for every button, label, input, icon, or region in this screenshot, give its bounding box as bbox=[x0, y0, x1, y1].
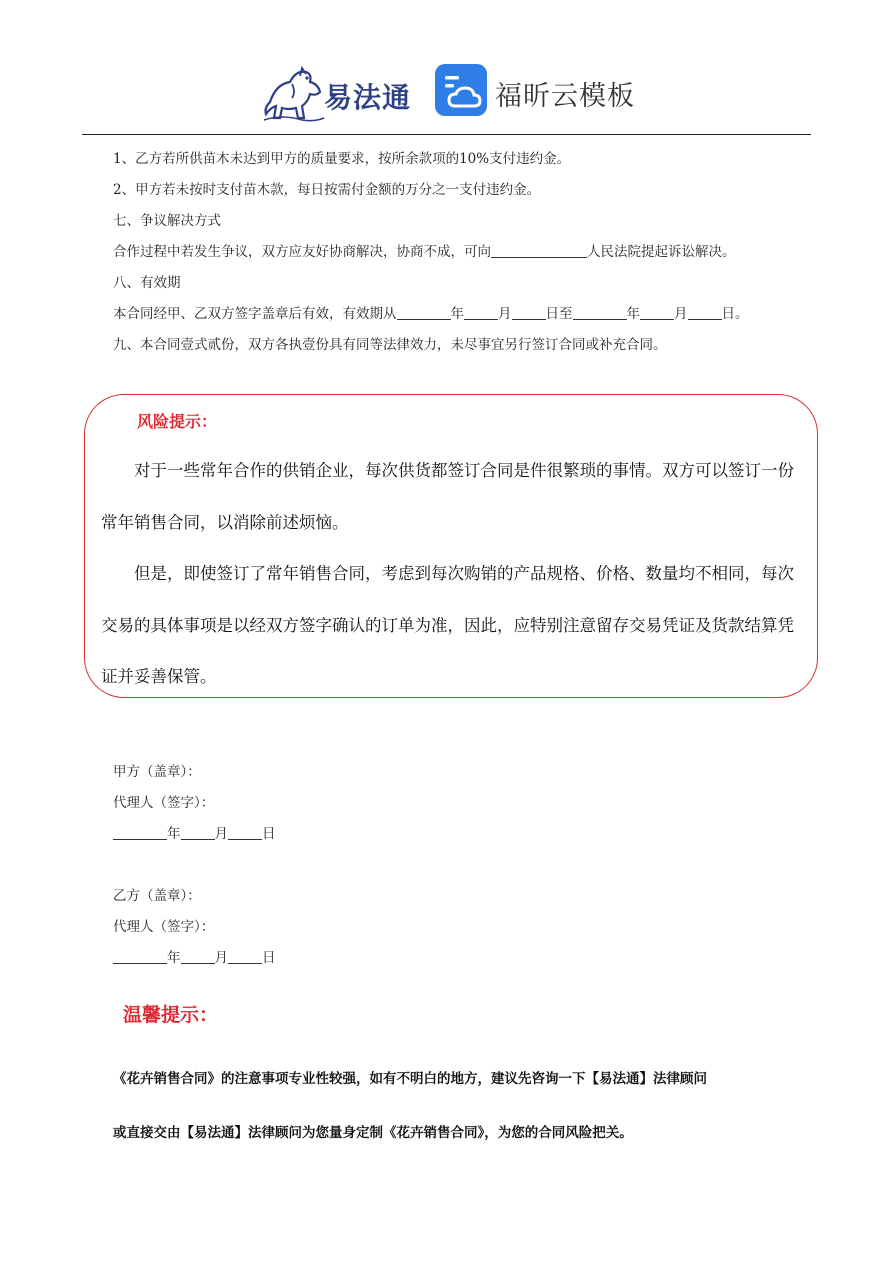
month-label: 月 bbox=[674, 306, 688, 322]
party-a-signature bbox=[113, 757, 513, 850]
year-label: 年 bbox=[450, 306, 464, 322]
risk-notice-box bbox=[84, 394, 818, 698]
sign-year-blank[interactable] bbox=[113, 825, 167, 840]
year-label: 年 bbox=[167, 950, 181, 966]
section-9-text: 九、本合同壹式贰份，双方各执壹份具有同等法律效力，未尽事宜另行签订合同或补充合同。 bbox=[113, 337, 667, 353]
sign-day-blank[interactable] bbox=[228, 825, 262, 840]
warm-tip-line: 或直接交由【易法通】法律顾问为您量身定制《花卉销售合同》，为您的合同风险把关。 bbox=[113, 1125, 633, 1141]
end-month-blank[interactable] bbox=[640, 305, 674, 320]
party-b-agent-label: 代理人（签字）： bbox=[113, 919, 215, 935]
party-a-agent-label: 代理人（签字）： bbox=[113, 795, 215, 811]
day-label: 日 bbox=[262, 950, 276, 966]
section-7-title: 七、争议解决方式 bbox=[113, 213, 221, 229]
year-label: 年 bbox=[626, 306, 640, 322]
contract-clauses bbox=[113, 144, 833, 361]
court-blank[interactable] bbox=[491, 243, 587, 258]
day-end-label: 日。 bbox=[721, 306, 749, 322]
cloud-document-icon bbox=[435, 64, 487, 116]
yifatong-logo bbox=[262, 62, 412, 124]
month-label: 月 bbox=[214, 826, 228, 842]
dispute-text-before: 合作过程中若发生争议，双方应友好协商解决，协商不成，可向 bbox=[113, 244, 491, 260]
warm-tip-title: 温馨提示： bbox=[123, 1004, 219, 1026]
sign-month-blank[interactable] bbox=[181, 825, 215, 840]
risk-paragraph: 对于一些常年合作的供销企业，每次供货都签订合同是件很繁琐的事情。双方可以签订一份常年销售合同，以消除前述烦恼。 bbox=[101, 461, 794, 532]
sign-day-blank[interactable] bbox=[228, 949, 262, 964]
start-day-blank[interactable] bbox=[512, 305, 546, 320]
risk-paragraph: 但是，即使签订了常年销售合同，考虑到每次购销的产品规格、价格、数量均不相同，每次交易的具体事项是以经双方签字确认的订单为准，因此，应特别注意留存交易凭证及货款结算凭证并妥善保管。 bbox=[101, 564, 794, 686]
start-month-blank[interactable] bbox=[464, 305, 498, 320]
dispute-text-after: 人民法院提起诉讼解决。 bbox=[587, 244, 736, 260]
risk-notice-body bbox=[101, 445, 801, 703]
party-b-seal-label: 乙方（盖章）： bbox=[113, 888, 201, 904]
clause-penalty-supplier: 1、乙方若所供苗木未达到甲方的质量要求，按所余款项的10%支付违约金。 bbox=[113, 151, 571, 167]
section-8-title: 八、有效期 bbox=[113, 275, 181, 291]
party-b-date bbox=[113, 943, 513, 974]
horse-logo-icon bbox=[262, 62, 326, 124]
warm-tip-body bbox=[113, 1052, 813, 1160]
end-day-blank[interactable] bbox=[688, 305, 722, 320]
party-b-signature bbox=[113, 881, 513, 974]
start-year-blank[interactable] bbox=[397, 305, 451, 320]
yifatong-brand-text: 易法通 bbox=[324, 81, 412, 114]
validity-prefix: 本合同经甲、乙双方签字盖章后有效，有效期从 bbox=[113, 306, 397, 322]
clause-penalty-buyer: 2、甲方若未按时支付苗木款，每日按需付金额的万分之一支付违约金。 bbox=[113, 182, 541, 198]
clause-validity bbox=[113, 299, 833, 330]
risk-notice-title: 风险提示： bbox=[137, 412, 218, 431]
day-label: 日 bbox=[262, 826, 276, 842]
foxit-template-logo bbox=[435, 64, 635, 120]
warm-tip-line: 《花卉销售合同》的注意事项专业性较强，如有不明白的地方，建议先咨询一下【易法通】法律顾问 bbox=[113, 1071, 707, 1087]
foxit-brand-text: 福昕云模板 bbox=[495, 81, 635, 112]
party-a-seal-label: 甲方（盖章）： bbox=[113, 764, 201, 780]
day-to-label: 日至 bbox=[545, 306, 573, 322]
month-label: 月 bbox=[498, 306, 512, 322]
end-year-blank[interactable] bbox=[573, 305, 627, 320]
year-label: 年 bbox=[167, 826, 181, 842]
month-label: 月 bbox=[214, 950, 228, 966]
party-a-date bbox=[113, 819, 513, 850]
sign-month-blank[interactable] bbox=[181, 949, 215, 964]
page-header bbox=[0, 52, 893, 132]
header-divider bbox=[82, 134, 811, 135]
clause-dispute bbox=[113, 237, 833, 268]
sign-year-blank[interactable] bbox=[113, 949, 167, 964]
